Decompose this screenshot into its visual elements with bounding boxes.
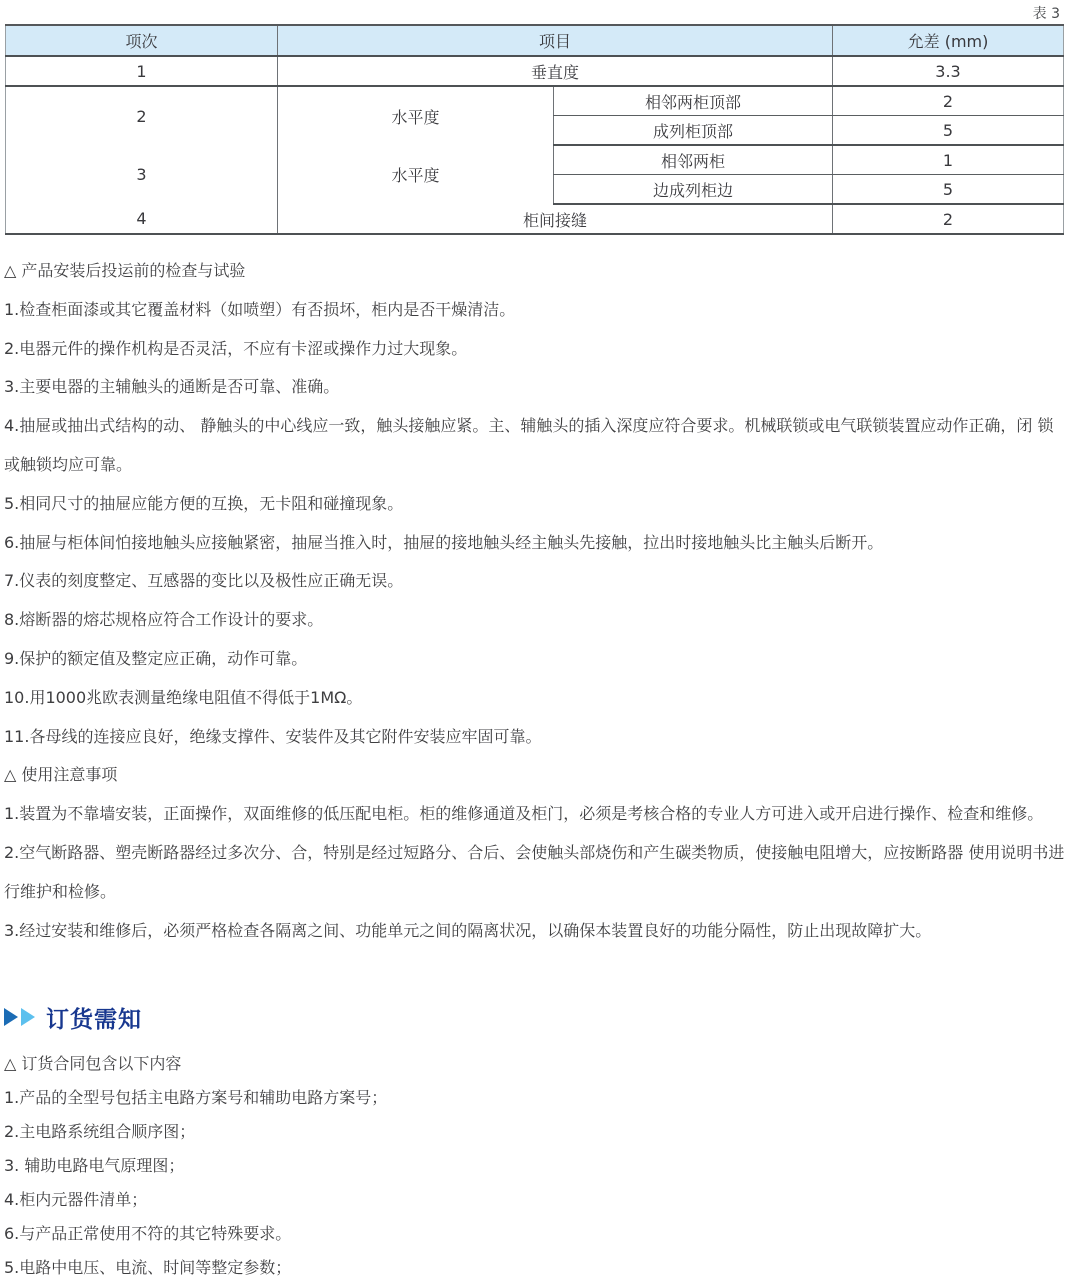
cell-tolerance: 3.3 xyxy=(833,56,1064,86)
list-item: 1.产品的全型号包括主电路方案号和辅助电路方案号； xyxy=(4,1088,388,1108)
list-item: 2.电器元件的操作机构是否灵活，不应有卡涩或操作力过大现象。 xyxy=(4,338,468,358)
list-item: 2.空气断路器、塑壳断路器经过多次分、合，特别是经过短路分、合后、会使触头部烧伤和产生碳类物质，使接触电阻增大，应按断路器 使用说明书进行维护和检修。 xyxy=(4,842,1065,901)
list-item: 9.保护的额定值及整定应正确，动作可靠。 xyxy=(4,648,308,668)
section-heading: △ 使用注意事项 xyxy=(4,765,118,785)
cell-tolerance: 5 xyxy=(833,175,1064,205)
cell-project: 柜间接缝 xyxy=(278,204,833,234)
list-item: 3.经过安装和维修后，必须严格检查各隔离之间、功能单元之间的隔离状况，以确保本装置良好的功能分隔性，防止出现故障扩大。 xyxy=(4,920,932,940)
cell-project: 水平度 xyxy=(278,145,554,204)
list-item: 11.各母线的连接应良好，绝缘支撑件、安装件及其它附件安装应牢固可靠。 xyxy=(4,726,542,746)
section-heading: △ 订货合同包含以下内容 xyxy=(4,1054,182,1074)
tolerance-table xyxy=(5,24,1064,235)
cell-tolerance: 5 xyxy=(833,116,1064,146)
table-row xyxy=(6,204,1064,234)
list-item: 10.用1000兆欧表测量绝缘电阻值不得低于1MΩ。 xyxy=(4,687,363,707)
table-caption: 表 3 xyxy=(1032,6,1060,22)
cell-tolerance: 2 xyxy=(833,86,1064,116)
list-item: 3. 辅助电路电气原理图； xyxy=(4,1156,185,1176)
table-row xyxy=(6,56,1064,86)
col-header-project: 项目 xyxy=(278,25,833,56)
play-arrow-icon xyxy=(21,1008,35,1026)
cell-sub-project: 边成列柜边 xyxy=(554,175,833,205)
list-item: 6.抽屉与柜体间怕接地触头应接触紧密，抽屉当推入时，抽屉的接地触头经主触头先接触，拉出时接地触头比主触头后断开。 xyxy=(4,532,884,552)
cell-project: 垂直度 xyxy=(278,56,833,86)
cell-item-no: 2 xyxy=(136,106,147,126)
cell-project: 水平度 xyxy=(278,86,554,145)
cell-sub-project: 相邻两柜顶部 xyxy=(554,86,833,116)
section-heading: △ 产品安装后投运前的检查与试验 xyxy=(4,261,246,280)
cell-item-no: 3 xyxy=(136,165,147,184)
list-item: 4.柜内元器件清单； xyxy=(4,1190,148,1210)
list-item: 1.装置为不靠墙安装，正面操作，双面维修的低压配电柜。柜的维修通道及柜门，必须是考核合格的专业人方可进入或开启进行操作、检查和维修。 xyxy=(4,804,1044,824)
list-item: 5.电路中电压、电流、时间等整定参数； xyxy=(4,1258,292,1278)
list-item: 1.检查柜面漆或其它覆盖材料（如喷塑）有否损坏，柜内是否干燥清洁。 xyxy=(4,299,516,319)
inspection-section xyxy=(0,252,1070,950)
page-title: 订货需知 xyxy=(46,1006,142,1033)
cell-item-no: 4 xyxy=(6,204,278,234)
col-header-item-no: 项次 xyxy=(6,25,278,56)
order-section xyxy=(0,1047,1070,1280)
list-item: 5.相同尺寸的抽屉应能方便的互换，无卡阻和碰撞现象。 xyxy=(4,493,404,513)
list-item: 7.仪表的刻度整定、互感器的变比以及极性应正确无误。 xyxy=(4,571,404,591)
order-section-title xyxy=(0,1002,1070,1032)
cell-sub-project: 相邻两柜 xyxy=(554,145,833,175)
table-row xyxy=(6,86,1064,116)
list-item: 6.与产品正常使用不符的其它特殊要求。 xyxy=(4,1224,292,1244)
list-item: 4.抽屉或抽出式结构的动、 静触头的中心线应一致，触头接触应紧。主、辅触头的插入深度应符合要求。机械联锁或电气联锁装置应动作正确，闭 锁或触锁均应可靠。 xyxy=(4,416,1054,474)
list-item: 3.主要电器的主辅触头的通断是否可靠、准确。 xyxy=(4,377,340,397)
list-item: 8.熔断器的熔芯规格应符合工作设计的要求。 xyxy=(4,610,324,630)
list-item: 2.主电路系统组合顺序图； xyxy=(4,1122,196,1142)
cell-item-no: 1 xyxy=(6,56,278,86)
cell-tolerance: 2 xyxy=(833,204,1064,234)
cell-sub-project: 成列柜顶部 xyxy=(554,116,833,146)
col-header-tolerance: 允差 (mm) xyxy=(833,25,1064,56)
cell-tolerance: 1 xyxy=(833,145,1064,175)
table-row xyxy=(6,145,1064,175)
play-arrow-icon xyxy=(4,1008,18,1026)
table-header-row xyxy=(6,25,1064,56)
